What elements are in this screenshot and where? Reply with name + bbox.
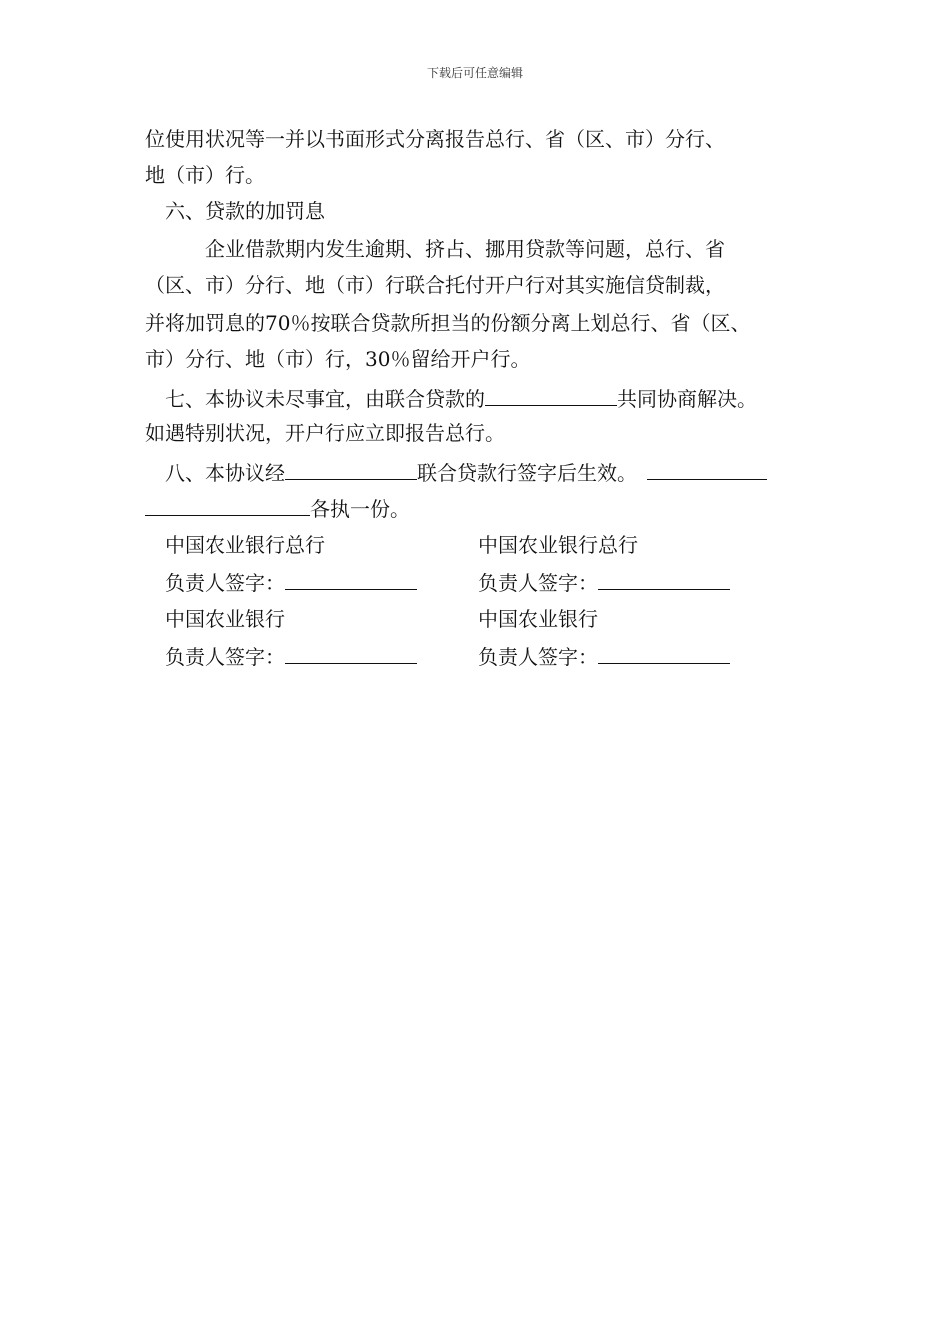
section-8-text-a: 八、本协议经 [165, 461, 285, 485]
signature-bank-label: 中国农业银行总行 [478, 533, 638, 557]
section-8-text-b: 联合贷款行签字后生效。 [417, 461, 637, 485]
signature-row [478, 569, 730, 595]
blank-field[interactable] [285, 459, 417, 480]
signature-row [165, 569, 417, 595]
signature-row [165, 643, 417, 669]
blank-field[interactable] [485, 385, 617, 406]
paragraph-line: 并将加罚息的70％按联合贷款所担当的份额分离上划总行、省（区、 [145, 311, 751, 335]
signature-field[interactable] [285, 643, 417, 664]
paragraph-line: 市）分行、地（市）行，30％留给开户行。 [145, 347, 531, 371]
paragraph-line: 地（市）行。 [145, 163, 265, 187]
blank-field[interactable] [145, 495, 310, 516]
signature-label: 负责人签字： [165, 571, 285, 595]
page-header: 下载后可任意编辑 [426, 66, 523, 80]
signature-field[interactable] [598, 643, 730, 664]
paragraph-line [145, 495, 410, 521]
signature-bank-label: 中国农业银行 [478, 607, 598, 631]
signature-label: 负责人签字： [478, 571, 598, 595]
section-heading-6: 六、贷款的加罚息 [165, 199, 325, 223]
section-heading-8 [165, 459, 767, 485]
signature-label: 负责人签字： [165, 645, 285, 669]
section-heading-7 [165, 385, 757, 411]
signature-field[interactable] [598, 569, 730, 590]
signature-bank-label: 中国农业银行 [165, 607, 285, 631]
copies-text: 各执一份。 [310, 497, 410, 521]
signature-field[interactable] [285, 569, 417, 590]
signature-bank-label: 中国农业银行总行 [165, 533, 325, 557]
signature-label: 负责人签字： [478, 645, 598, 669]
paragraph-line: （区、市）分行、地（市）行联合托付开户行对其实施信贷制裁， [145, 273, 725, 297]
paragraph-line: 如遇特别状况，开户行应立即报告总行。 [145, 421, 505, 445]
blank-field[interactable] [647, 459, 767, 480]
signature-row [478, 643, 730, 669]
section-7-text-a: 七、本协议未尽事宜，由联合贷款的 [165, 387, 485, 411]
paragraph-line: 位使用状况等一并以书面形式分离报告总行、省（区、市）分行、 [145, 127, 725, 151]
paragraph-line: 企业借款期内发生逾期、挤占、挪用贷款等问题，总行、省 [205, 237, 725, 261]
section-7-text-b: 共同协商解决。 [617, 387, 757, 411]
